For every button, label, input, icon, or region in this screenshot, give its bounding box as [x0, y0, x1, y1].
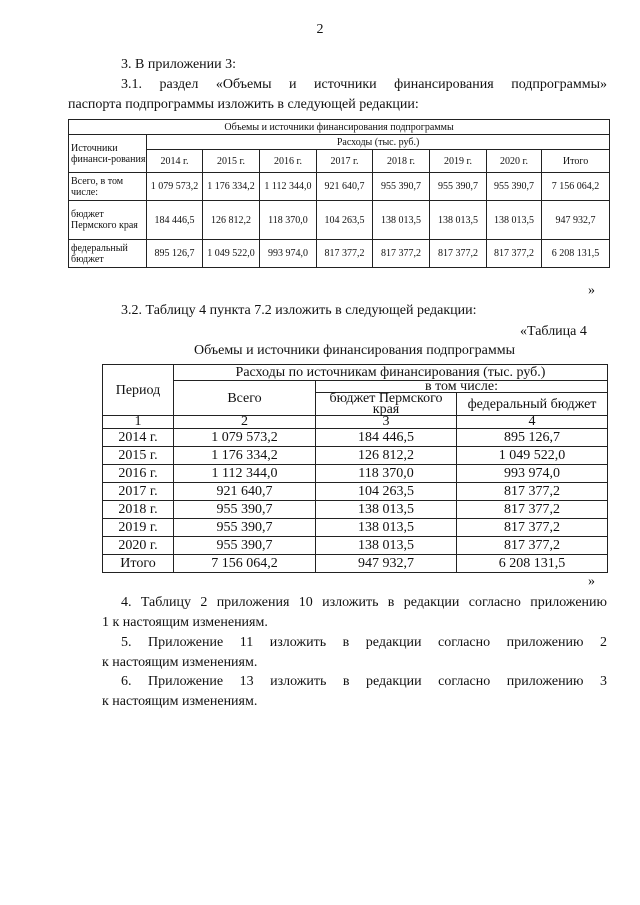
cell: 118 370,0	[260, 201, 317, 240]
total-cell: 7 156 064,2	[174, 555, 316, 573]
cell: 7 156 064,2	[542, 173, 610, 201]
period-cell: 2014 г.	[103, 429, 174, 447]
federal-cell: 817 377,2	[457, 519, 608, 537]
table-row	[69, 240, 610, 268]
cell: 184 446,5	[147, 201, 203, 240]
item-4-line2: 1 к настоящим изменениям.	[102, 615, 268, 630]
table4-label: «Таблица 4	[520, 324, 587, 339]
period-cell: 2018 г.	[103, 501, 174, 519]
regional-cell: 947 932,7	[316, 555, 457, 573]
year-header: 2016 г.	[260, 150, 317, 173]
cell: 955 390,7	[373, 173, 430, 201]
item-5-line2: к настоящим изменениям.	[102, 655, 258, 670]
cell: 817 377,2	[317, 240, 373, 268]
period-cell: Итого	[103, 555, 174, 573]
table-row	[103, 465, 608, 483]
column-number: 2	[174, 416, 316, 429]
cell: 1 079 573,2	[147, 173, 203, 201]
year-header: 2018 г.	[373, 150, 430, 173]
total-cell: 1 079 573,2	[174, 429, 316, 447]
total-cell: 955 390,7	[174, 519, 316, 537]
section-3-2: 3.2. Таблицу 4 пункта 7.2 изложить в следующей редакции:	[121, 303, 477, 318]
item-6-line2: к настоящим изменениям.	[102, 694, 258, 709]
federal-cell: 895 126,7	[457, 429, 608, 447]
regional-cell: 138 013,5	[316, 537, 457, 555]
expenses-header: Расходы (тыс. руб.)	[147, 135, 610, 150]
period-cell: 2016 г.	[103, 465, 174, 483]
cell: 1 176 334,2	[203, 173, 260, 201]
regional-cell: 118 370,0	[316, 465, 457, 483]
total-cell: 1 112 344,0	[174, 465, 316, 483]
cell: 138 013,5	[487, 201, 542, 240]
cell: 1 049 522,0	[203, 240, 260, 268]
table-row	[103, 429, 608, 447]
closing-quote: »	[588, 283, 595, 298]
cell: 921 640,7	[317, 173, 373, 201]
table-row	[103, 537, 608, 555]
table-row	[69, 173, 610, 201]
item-6-line1: 6. Приложение 13 изложить в редакции согласно приложению 3	[121, 674, 607, 689]
table-row	[103, 483, 608, 501]
federal-cell: 817 377,2	[457, 483, 608, 501]
federal-cell: 817 377,2	[457, 537, 608, 555]
period-cell: 2020 г.	[103, 537, 174, 555]
period-cell: 2019 г.	[103, 519, 174, 537]
table-row-total	[103, 555, 608, 573]
total-cell: 955 390,7	[174, 501, 316, 519]
year-header: 2017 г.	[317, 150, 373, 173]
item-4-line1: 4. Таблицу 2 приложения 10 изложить в редакции согласно приложению	[121, 595, 607, 610]
federal-cell: 1 049 522,0	[457, 447, 608, 465]
total-cell: 1 176 334,2	[174, 447, 316, 465]
column-number: 4	[457, 416, 608, 429]
row-label: бюджет Пермского края	[69, 201, 147, 240]
table4	[102, 364, 608, 573]
regional-cell: 126 812,2	[316, 447, 457, 465]
regional-cell: 184 446,5	[316, 429, 457, 447]
cell: 955 390,7	[430, 173, 487, 201]
cell: 817 377,2	[487, 240, 542, 268]
cell: 6 208 131,5	[542, 240, 610, 268]
row-label: Всего, в том числе:	[69, 173, 147, 201]
regional-cell: 104 263,5	[316, 483, 457, 501]
regional-budget-header: бюджет Пермского края	[316, 393, 457, 416]
passport-table-title: Объемы и источники финансирования подпрограммы	[69, 120, 610, 135]
row-label: федеральный бюджет	[69, 240, 147, 268]
year-header: 2020 г.	[487, 150, 542, 173]
year-header: 2014 г.	[147, 150, 203, 173]
page-number: 2	[316, 22, 324, 37]
cell: 817 377,2	[373, 240, 430, 268]
cell: 126 812,2	[203, 201, 260, 240]
cell: 104 263,5	[317, 201, 373, 240]
cell: 817 377,2	[430, 240, 487, 268]
source-header: Источники финанси-рования	[69, 135, 147, 173]
table4-title: Объемы и источники финансирования подпрограммы	[193, 343, 515, 358]
period-cell: 2015 г.	[103, 447, 174, 465]
total-header: Итого	[542, 150, 610, 173]
table-row	[69, 201, 610, 240]
including-header: в том числе:	[316, 381, 608, 393]
cell: 947 932,7	[542, 201, 610, 240]
total-cell: 955 390,7	[174, 537, 316, 555]
cell: 993 974,0	[260, 240, 317, 268]
year-header: 2015 г.	[203, 150, 260, 173]
regional-cell: 138 013,5	[316, 501, 457, 519]
cell: 895 126,7	[147, 240, 203, 268]
federal-cell: 6 208 131,5	[457, 555, 608, 573]
federal-budget-header: федеральный бюджет	[457, 393, 608, 416]
item-5-line1: 5. Приложение 11 изложить в редакции согласно приложению 2	[121, 635, 607, 650]
cell: 955 390,7	[487, 173, 542, 201]
federal-cell: 993 974,0	[457, 465, 608, 483]
total-header: Всего	[174, 381, 316, 416]
closing-quote: »	[588, 574, 595, 589]
table-row	[103, 519, 608, 537]
section-3-heading: 3. В приложении 3:	[121, 57, 237, 72]
cell: 138 013,5	[430, 201, 487, 240]
table-row	[103, 501, 608, 519]
period-cell: 2017 г.	[103, 483, 174, 501]
regional-cell: 138 013,5	[316, 519, 457, 537]
period-header: Период	[103, 365, 174, 416]
column-number: 1	[103, 416, 174, 429]
cell: 138 013,5	[373, 201, 430, 240]
expenses-header: Расходы по источникам финансирования (тыс. руб.)	[174, 365, 608, 381]
section-3-1-line2: паспорта подпрограммы изложить в следующей редакции:	[68, 97, 419, 112]
table-row	[103, 447, 608, 465]
section-3-1-line1: 3.1. раздел «Объемы и источники финансирования подпрограммы»	[121, 77, 607, 92]
column-number: 3	[316, 416, 457, 429]
federal-cell: 817 377,2	[457, 501, 608, 519]
cell: 1 112 344,0	[260, 173, 317, 201]
total-cell: 921 640,7	[174, 483, 316, 501]
year-header: 2019 г.	[430, 150, 487, 173]
passport-financing-table	[68, 119, 610, 268]
